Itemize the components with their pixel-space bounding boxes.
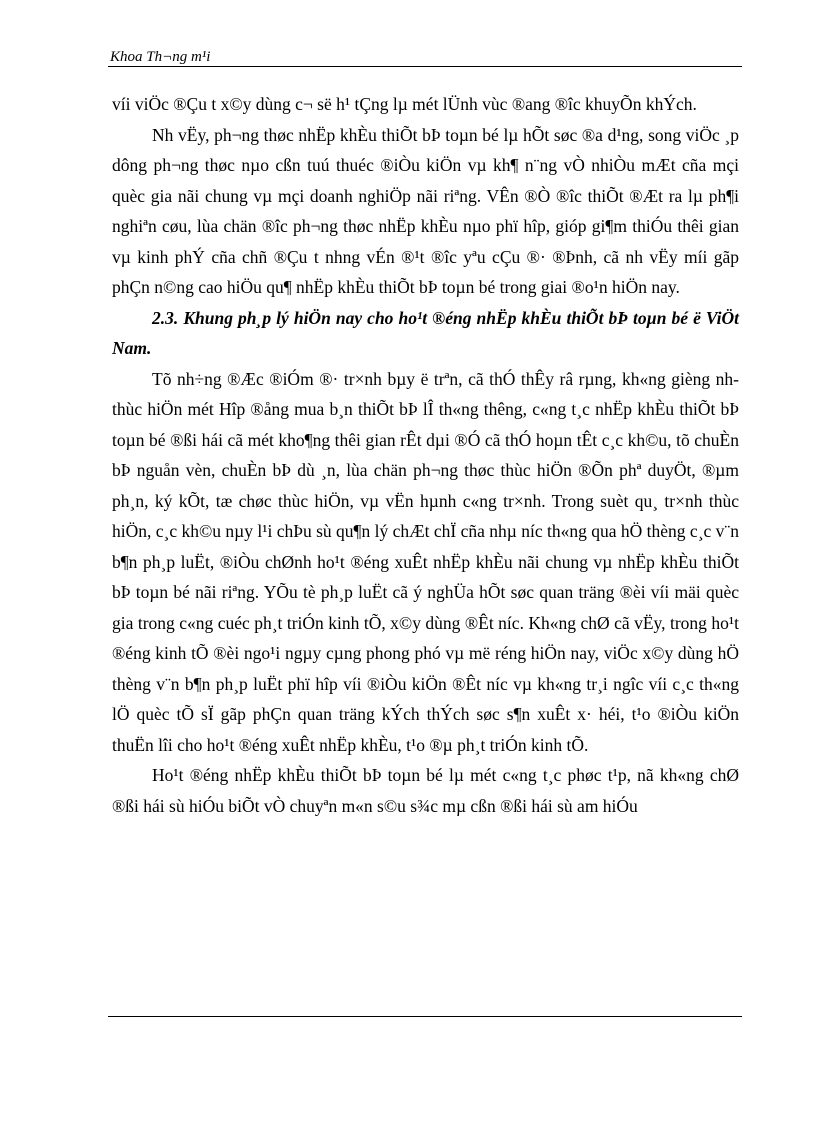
paragraph: Nh vËy, ph¬ng thøc nhËp khÈu thiÕt bÞ toµn bé lµ hÕt søc ®a d¹ng, song viÖc ¸p dông ph¬ng thøc nµo cßn tuú thuéc ®iÒu kiÖn vµ kh¶ n¨ng vÒ nhiÒu mÆt cña mçi quèc gia nãi chung vµ mçi doanh nghiÖp nãi riªng. VÊn ®Ò ®îc thiÕt ®Æt ra lµ ph¶i nghiªn cøu, lùa chän ®îc ph¬ng thøc nhËp khÈu nµo phï hîp, gióp gi¶m thiÓu thêi gian vµ kinh phÝ cña chñ ®Çu t nhng vÉn ®¹t ®îc yªu cÇu ®· ®Þnh, cã nh vËy míi gãp phÇn n©ng cao hiÖu qu¶ nhËp khÈu thiÕt bÞ toµn bé trong giai ®o¹n hiÖn nay. [112,124,739,297]
paragraph: Ho¹t ®éng nhËp khÈu thiÕt bÞ toµn bé lµ mét c«ng t¸c phøc t¹p, nã kh«ng chØ ®ßi hái sù hiÓu biÕt vÒ chuyªn m«n s©u s¾c mµ cßn ®ßi hái sù am hiÓu [112,765,739,816]
paragraph: Tõ nh÷ng ®Æc ®iÓm ®· tr×nh bµy ë trªn, cã thÓ thÊy râ rµng, kh«ng gièng nh thùc hiÖn mét Hîp ®ång mua b¸n thiÕt bÞ lÎ th«ng thêng, c«ng t¸c nhËp khÈu thiÕt bÞ toµn bé ®ßi hái cã mét kho¶ng thêi gian rÊt dµi ®Ó cã thÓ hoµn tÊt c¸c kh©u, tõ chuÈn bÞ nguån vèn, chuÈn bÞ dù ¸n, lùa chän ph¬ng thøc thùc hiÖn ®Õn phª duyÖt, ®µm ph¸n, ký kÕt, tæ chøc thùc hiÖn, vµ vËn hµnh c«ng tr×nh. Trong suèt qu¸ tr×nh thùc hiÖn, c¸c kh©u nµy l¹i chÞu sù qu¶n lý chÆt chÏ cña nhµ níc th«ng qua hÖ thèng c¸c v¨n b¶n ph¸p luËt, ®iÒu chØnh ho¹t ®éng xuÊt nhËp khÈu nãi chung vµ nhËp khÈu thiÕt bÞ toµn bé nãi riªng. YÕu tè ph¸p luËt cã ý nghÜa hÕt søc quan träng ®èi víi mäi quèc gia trong c«ng cuéc ph¸t triÓn kinh tÕ, x©y dùng ®Êt níc. Kh«ng chØ cã vËy, trong ho¹t ®éng kinh tÕ ®èi ngo¹i ngµy cµng phong phó vµ më réng hiÖn nay, viÖc x©y dùng hÖ thèng v¨n b¶n ph¸p luËt phï hîp víi ®iÒu kiÖn ®Êt níc vµ kh«ng tr¸i ngîc víi c¸c th«ng lÖ quèc tÕ sÏ gãp phÇn quan träng kÝch thÝch søc s¶n xuÊt x· héi, t¹o ®iÒu kiÖn thuËn lîi cho ho¹t ®éng xuÊt nhËp khÈu, t¹o ®µ ph¸t triÓn kinh tÕ. [112,368,739,755]
page-header-title: Khoa Th¬ng m¹i [110,49,211,65]
document-body [112,89,739,821]
footer-divider [108,1016,742,1017]
paragraph-continuation: víi viÖc ®Çu t x©y dùng c¬ së h¹ tÇng lµ mét lÜnh vùc ®ang ®îc khuyÕn khÝch. [112,94,697,114]
header-divider [108,66,742,67]
section-heading: 2.3. Khung ph¸p lý hiÖn nay cho ho¹t ®éng nhËp khÈu thiÕt bÞ toµn bé ë ViÖt Nam. [112,307,739,358]
